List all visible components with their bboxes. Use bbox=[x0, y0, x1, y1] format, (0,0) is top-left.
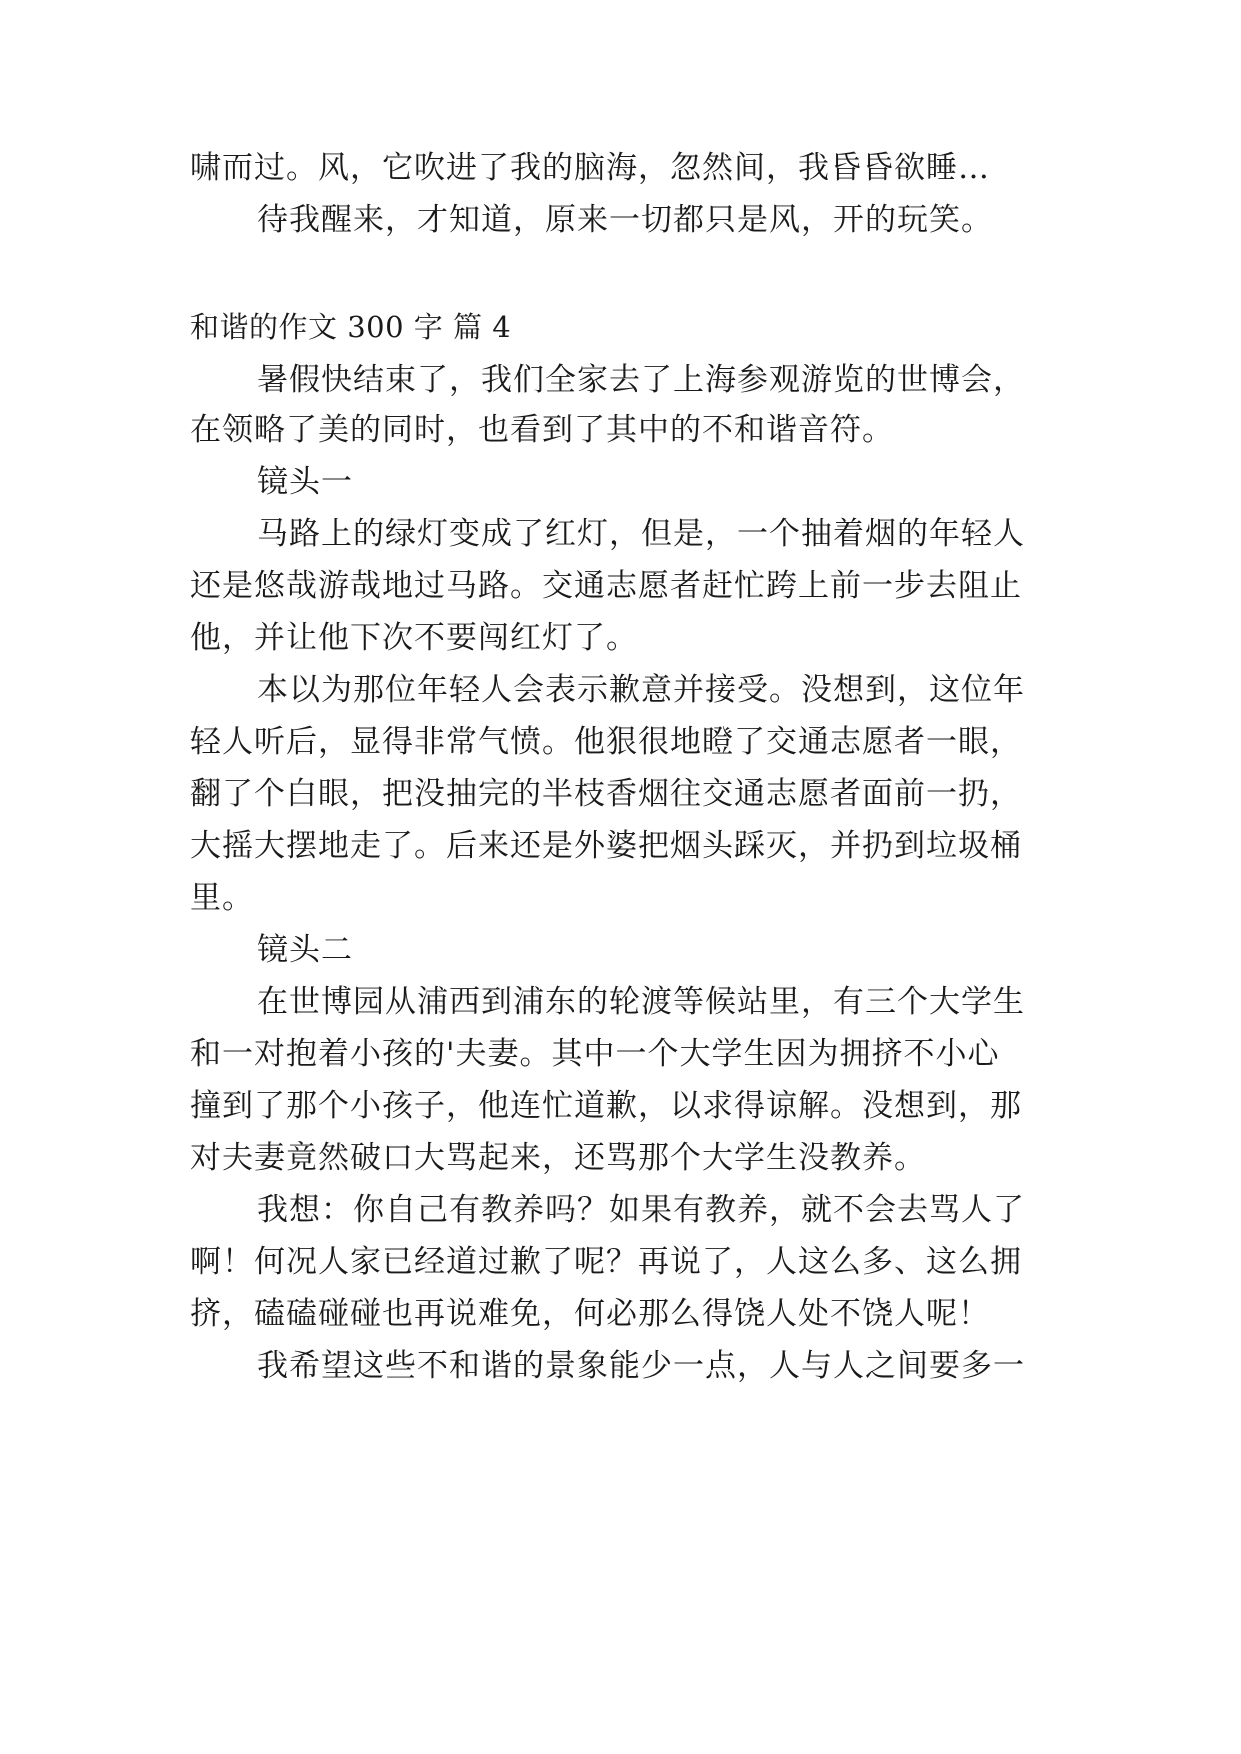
text-line: 翻了个白眼，把没抽完的半枝香烟往交通志愿者面前一扔， bbox=[190, 776, 1022, 812]
text-line: 我希望这些不和谐的景象能少一点，人与人之间要多一 bbox=[257, 1348, 1025, 1384]
text-line: 和一对抱着小孩的'夫妻。其中一个大学生因为拥挤不小心 bbox=[190, 1036, 1000, 1072]
text-line: 他，并让他下次不要闯红灯了。 bbox=[190, 620, 638, 656]
text-line: 暑假快结束了，我们全家去了上海参观游览的世博会， bbox=[257, 362, 1025, 398]
text-line: 里。 bbox=[190, 880, 254, 916]
subheading: 镜头一 bbox=[257, 464, 353, 500]
text-line: 大摇大摆地走了。后来还是外婆把烟头踩灭，并扔到垃圾桶 bbox=[190, 828, 1022, 864]
text-line: 在领略了美的同时，也看到了其中的不和谐音符。 bbox=[190, 412, 894, 448]
text-line: 在世博园从浦西到浦东的轮渡等候站里，有三个大学生 bbox=[257, 984, 1025, 1020]
text-line: 待我醒来，才知道，原来一切都只是风，开的玩笑。 bbox=[257, 202, 993, 238]
text-line: 轻人听后，显得非常气愤。他狠很地瞪了交通志愿者一眼， bbox=[190, 724, 1022, 760]
subheading: 镜头二 bbox=[257, 932, 353, 968]
text-line: 挤，磕磕碰碰也再说难免，何必那么得饶人处不饶人呢！ bbox=[190, 1296, 990, 1332]
text-line: 本以为那位年轻人会表示歉意并接受。没想到，这位年 bbox=[257, 672, 1025, 708]
text-line: 啊！何况人家已经道过歉了呢？再说了，人这么多、这么拥 bbox=[190, 1244, 1022, 1280]
text-line: 啸而过。风，它吹进了我的脑海，忽然间，我昏昏欲睡… bbox=[190, 150, 990, 186]
text-line: 撞到了那个小孩子，他连忙道歉，以求得谅解。没想到，那 bbox=[190, 1088, 1022, 1124]
text-line: 马路上的绿灯变成了红灯，但是，一个抽着烟的年轻人 bbox=[257, 516, 1025, 552]
text-line: 我想：你自己有教养吗？如果有教养，就不会去骂人了 bbox=[257, 1192, 1025, 1228]
text-line: 还是悠哉游哉地过马路。交通志愿者赶忙跨上前一步去阻止 bbox=[190, 568, 1022, 604]
text-line: 对夫妻竟然破口大骂起来，还骂那个大学生没教养。 bbox=[190, 1140, 926, 1176]
section-heading: 和谐的作文 300 字 篇 4 bbox=[190, 310, 512, 344]
